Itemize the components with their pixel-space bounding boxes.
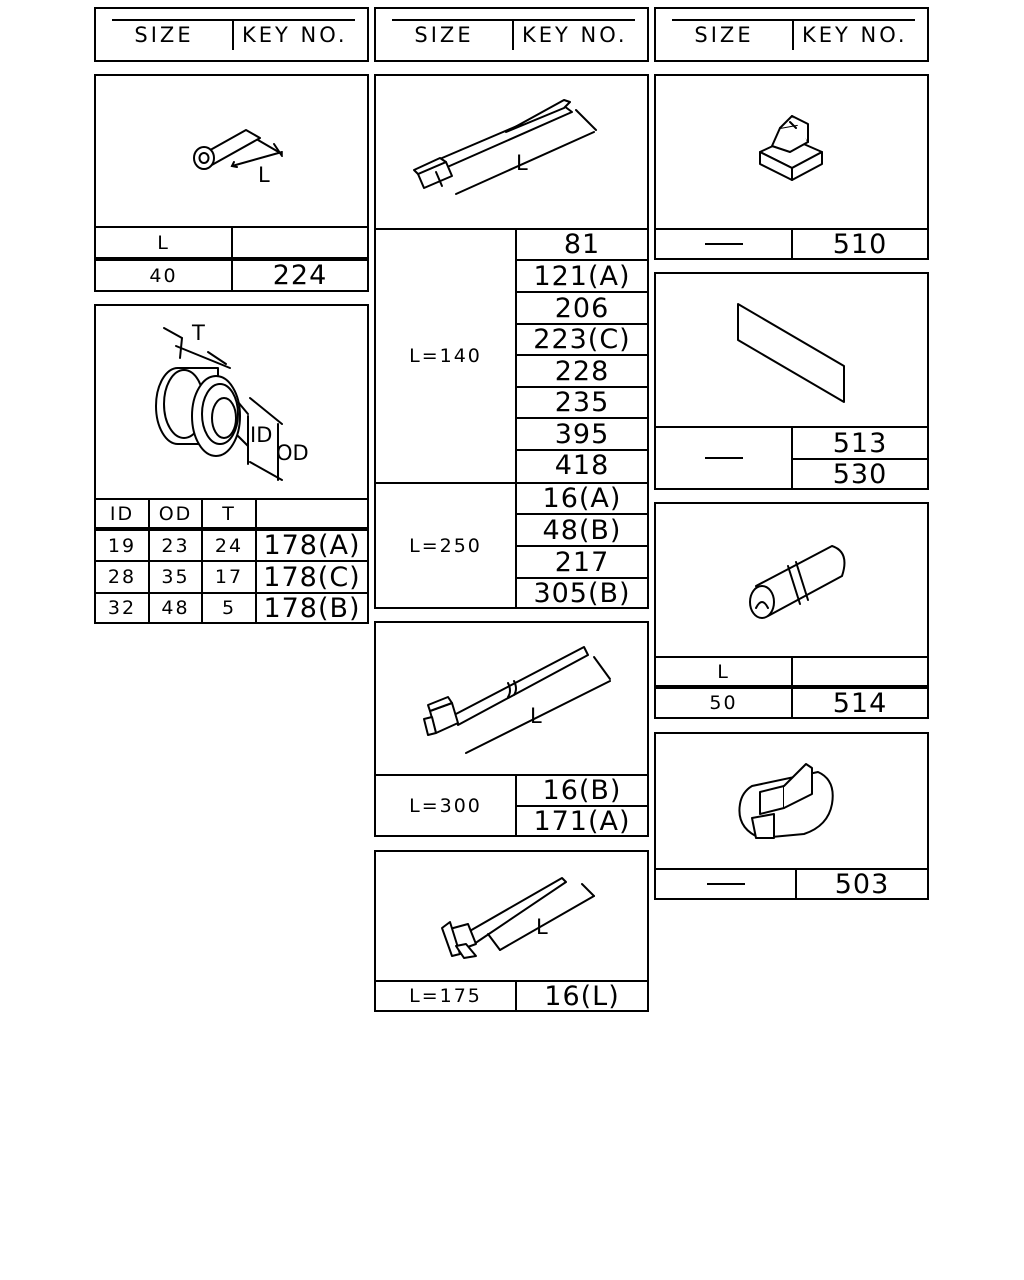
grommet-row-od: 23 xyxy=(161,534,190,557)
tie-clip-size-140: L=140 xyxy=(409,345,482,367)
header-size-label: SIZE xyxy=(134,23,194,47)
tie-fir-part-box xyxy=(374,850,649,1012)
tie-clip-key: 48(B) xyxy=(542,514,622,546)
tie-clip-dim-label: L xyxy=(516,151,528,175)
tie-band-size: L=300 xyxy=(409,794,482,817)
cushion-size-none xyxy=(656,870,795,898)
spacer-part-box xyxy=(94,74,369,292)
grommet-row-id: 32 xyxy=(107,597,137,619)
cushion-key: 503 xyxy=(834,868,890,900)
tape-key: 530 xyxy=(832,458,888,490)
grommet-part-box xyxy=(94,304,369,624)
header-divider xyxy=(792,19,794,50)
edge-trim-part-box xyxy=(654,502,929,719)
grommet-row-id: 28 xyxy=(107,566,137,588)
spacer-dim-label: L xyxy=(258,163,270,187)
square-clip-key: 510 xyxy=(832,228,888,260)
grommet-row-od: 48 xyxy=(161,597,190,619)
tie-clip-key: 217 xyxy=(554,546,610,578)
tape-drawing xyxy=(656,274,927,426)
grommet-drawing xyxy=(96,306,367,496)
tie-clip-key: 81 xyxy=(563,229,601,260)
grommet-row-t: 24 xyxy=(214,534,244,557)
spacer-col-l: L xyxy=(157,231,170,254)
tie-clip-key: 223(C) xyxy=(533,324,631,355)
cushion-part-box xyxy=(654,732,929,900)
grommet-col-t: T xyxy=(222,502,236,525)
header-size-key-col1 xyxy=(94,7,369,62)
grommet-t-label: T xyxy=(192,321,205,345)
header-key-label: KEY NO. xyxy=(522,23,628,47)
header-size-key-col2 xyxy=(374,7,649,62)
edge-trim-drawing xyxy=(656,504,927,656)
tie-fir-size: L=175 xyxy=(409,985,482,1007)
tie-band-drawing xyxy=(376,623,647,775)
tie-clip-key: 418 xyxy=(554,450,610,481)
square-clip-drawing xyxy=(656,76,927,228)
tie-clip-key: 395 xyxy=(554,418,610,450)
edge-trim-size: 50 xyxy=(709,692,738,714)
grommet-row-key: 178(C) xyxy=(263,561,361,593)
grommet-row-key: 178(A) xyxy=(263,530,361,561)
edge-trim-key: 514 xyxy=(832,687,888,719)
spacer-size: 40 xyxy=(149,264,178,287)
square-clip-part-box xyxy=(654,74,929,260)
header-key-label: KEY NO. xyxy=(802,23,908,47)
header-size-label: SIZE xyxy=(414,23,474,47)
grommet-id-label: ID xyxy=(250,423,273,447)
header-divider xyxy=(232,19,234,50)
grommet-row-od: 35 xyxy=(161,566,190,588)
grommet-row-t: 17 xyxy=(214,566,244,588)
grommet-row-key: 178(B) xyxy=(263,592,361,624)
tie-clip-key: 206 xyxy=(554,292,610,324)
tie-band-dim-label: L xyxy=(530,704,542,728)
tie-clip-size-250: L=250 xyxy=(409,534,482,557)
header-size-key-col3 xyxy=(654,7,929,62)
tie-clip-key: 16(A) xyxy=(542,483,622,514)
tie-clip-key: 121(A) xyxy=(533,260,631,292)
tie-band-key: 171(A) xyxy=(533,805,631,837)
grommet-col-od: OD xyxy=(158,502,193,525)
tie-fir-dim-label: L xyxy=(536,915,548,939)
tie-fir-key: 16(L) xyxy=(544,980,620,1012)
header-divider xyxy=(512,19,514,50)
grommet-row-t: 5 xyxy=(221,597,237,619)
header-size-label: SIZE xyxy=(694,23,754,47)
tape-key: 513 xyxy=(832,427,888,459)
tie-clip-drawing xyxy=(376,76,647,228)
grommet-row-id: 19 xyxy=(107,534,137,557)
cushion-drawing xyxy=(656,734,927,870)
tie-clip-key: 228 xyxy=(554,355,610,387)
tie-clip-part-box xyxy=(374,74,649,609)
tie-band-key: 16(B) xyxy=(542,775,622,806)
edge-trim-col-l: L xyxy=(717,660,730,683)
spacer-drawing xyxy=(96,76,367,226)
tape-size-none xyxy=(656,428,791,488)
tape-part-box xyxy=(654,272,929,490)
tie-band-part-box xyxy=(374,621,649,837)
grommet-od-label: OD xyxy=(276,441,309,465)
grommet-col-id: ID xyxy=(109,502,135,525)
header-key-label: KEY NO. xyxy=(242,23,348,47)
tie-clip-key: 235 xyxy=(554,387,610,418)
square-clip-size-none xyxy=(656,230,791,258)
spacer-key: 224 xyxy=(272,260,328,291)
tie-clip-key: 305(B) xyxy=(533,577,631,609)
tie-fir-drawing xyxy=(376,852,647,980)
